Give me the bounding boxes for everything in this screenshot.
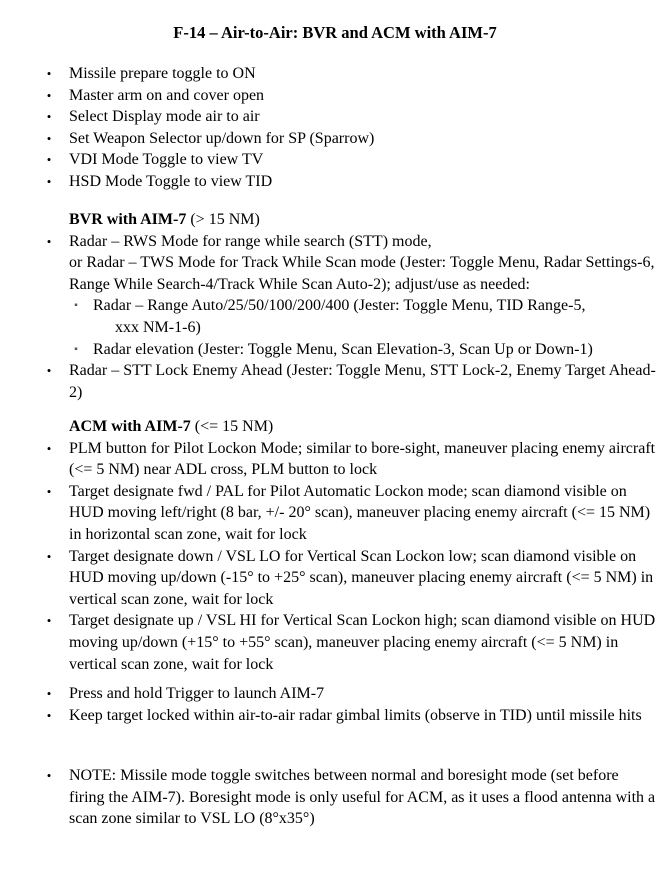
bvr-section [0, 209, 670, 403]
list-item [0, 128, 670, 150]
bullet-icon: • [46, 130, 52, 146]
list-item-text: Target designate fwd / PAL for Pilot Automatic Lockon mode; scan diamond visible on HUD moving left/right (8 bar, +/- 20° scan), maneuver placing enemy aircraft (<= 15 NM) in horizontal scan zone, wait for lock [69, 482, 651, 543]
note-item [0, 765, 670, 830]
note-text: NOTE: Missile mode toggle switches between normal and boresight mode (set before firing the AIM-7). Boresight mode is only useful for ACM, as it uses a flood antenna with a scan zone similar to VSL LO (8°x35°) [69, 767, 656, 828]
bullet-icon: • [46, 173, 52, 189]
acm-heading-bold: ACM with AIM-7 [69, 418, 191, 435]
list-item [0, 683, 670, 705]
bvr-heading [0, 209, 670, 231]
acm-heading-range: (<= 15 NM) [190, 418, 274, 435]
bullet-icon: • [46, 66, 52, 81]
list-item-text: Radar – STT Lock Enemy Ahead (Jester: Toggle Menu, STT Lock-2, Enemy Target Ahead-2) [69, 362, 656, 401]
list-item-text: VDI Mode Toggle to view TV [69, 151, 264, 169]
sub-bullet-icon: ▪ [74, 343, 78, 355]
list-item-text: Select Display mode air to air [69, 108, 260, 126]
bullet-icon: • [46, 87, 52, 103]
list-item [0, 171, 670, 193]
bullet-icon: • [46, 233, 52, 249]
note-block [0, 765, 670, 830]
bullet-icon: • [46, 363, 52, 379]
setup-list [0, 63, 670, 193]
list-item [0, 360, 670, 403]
list-item-text: Press and hold Trigger to launch AIM-7 [69, 685, 325, 702]
list-item [0, 610, 670, 675]
list-item-text: Missile prepare toggle to ON [69, 65, 256, 82]
list-item [0, 438, 670, 481]
bullet-icon: • [46, 440, 52, 456]
sub-list-item-text: Radar elevation (Jester: Toggle Menu, Scan Elevation-3, Scan Up or Down-1) [93, 340, 593, 358]
list-item-text: Master arm on and cover open [69, 86, 265, 104]
acm-section [0, 416, 670, 675]
bullet-icon: • [46, 109, 52, 125]
list-item [0, 85, 670, 107]
sub-list-item [0, 295, 670, 338]
bullet-icon: • [46, 152, 52, 168]
list-item [0, 705, 670, 727]
launch-list [0, 683, 670, 726]
bvr-heading-range: (> 15 NM) [186, 211, 260, 228]
list-item-text: Set Weapon Selector up/down for SP (Sparrow) [69, 129, 375, 147]
bullet-icon: • [46, 707, 52, 723]
list-item-text: Radar – RWS Mode for range while search (STT) mode, [69, 232, 432, 250]
sub-bullet-icon: ▪ [74, 300, 78, 312]
sub-list-item [0, 339, 670, 361]
bullet-icon: • [46, 483, 52, 499]
acm-heading [0, 416, 670, 438]
list-item [0, 231, 670, 296]
list-item [0, 149, 670, 171]
list-item-text: PLM button for Pilot Lockon Mode; similar to bore-sight, maneuver placing enemy aircraft (<= 5 NM) near ADL cross, PLM button to lock [69, 439, 656, 479]
list-item-text: Target designate up / VSL HI for Vertical Scan Lockon high; scan diamond visible on HUD moving up/down (+15° to +55° scan), maneuver placing enemy aircraft (<= 5 NM) in vertical scan zone, wait for lock [69, 612, 656, 673]
sub-list-item-text: Radar – Range Auto/25/50/100/200/400 (Jester: Toggle Menu, TID Range-5, [93, 297, 586, 315]
list-item-text: Target designate down / VSL LO for Vertical Scan Lockon low; scan diamond visible on HUD moving up/down (-15° to +25° scan), maneuver placing enemy aircraft (<= 5 NM) in vertical scan zone, wait for lock [69, 547, 654, 608]
bullet-icon: • [46, 548, 52, 564]
bvr-heading-bold: BVR with AIM-7 [69, 211, 187, 228]
sub-list-item-text: xxx NM-1-6) [115, 318, 201, 336]
bullet-icon: • [46, 768, 52, 783]
bullet-icon: • [46, 613, 52, 629]
list-item-text: HSD Mode Toggle to view TID [69, 172, 273, 190]
list-item [0, 106, 670, 128]
list-item [0, 546, 670, 611]
list-item [0, 63, 670, 85]
bullet-icon: • [46, 686, 52, 701]
list-item-text: Keep target locked within air-to-air radar gimbal limits (observe in TID) until missile hits [69, 706, 642, 724]
list-item [0, 481, 670, 546]
page-title: F-14 – Air-to-Air: BVR and ACM with AIM-7 [173, 23, 497, 42]
list-item-text: or Radar – TWS Mode for Track While Scan mode (Jester: Toggle Menu, Radar Settings-6, Range While Search-4/Track While Scan Auto-2); adjust/use as needed: [69, 254, 655, 293]
